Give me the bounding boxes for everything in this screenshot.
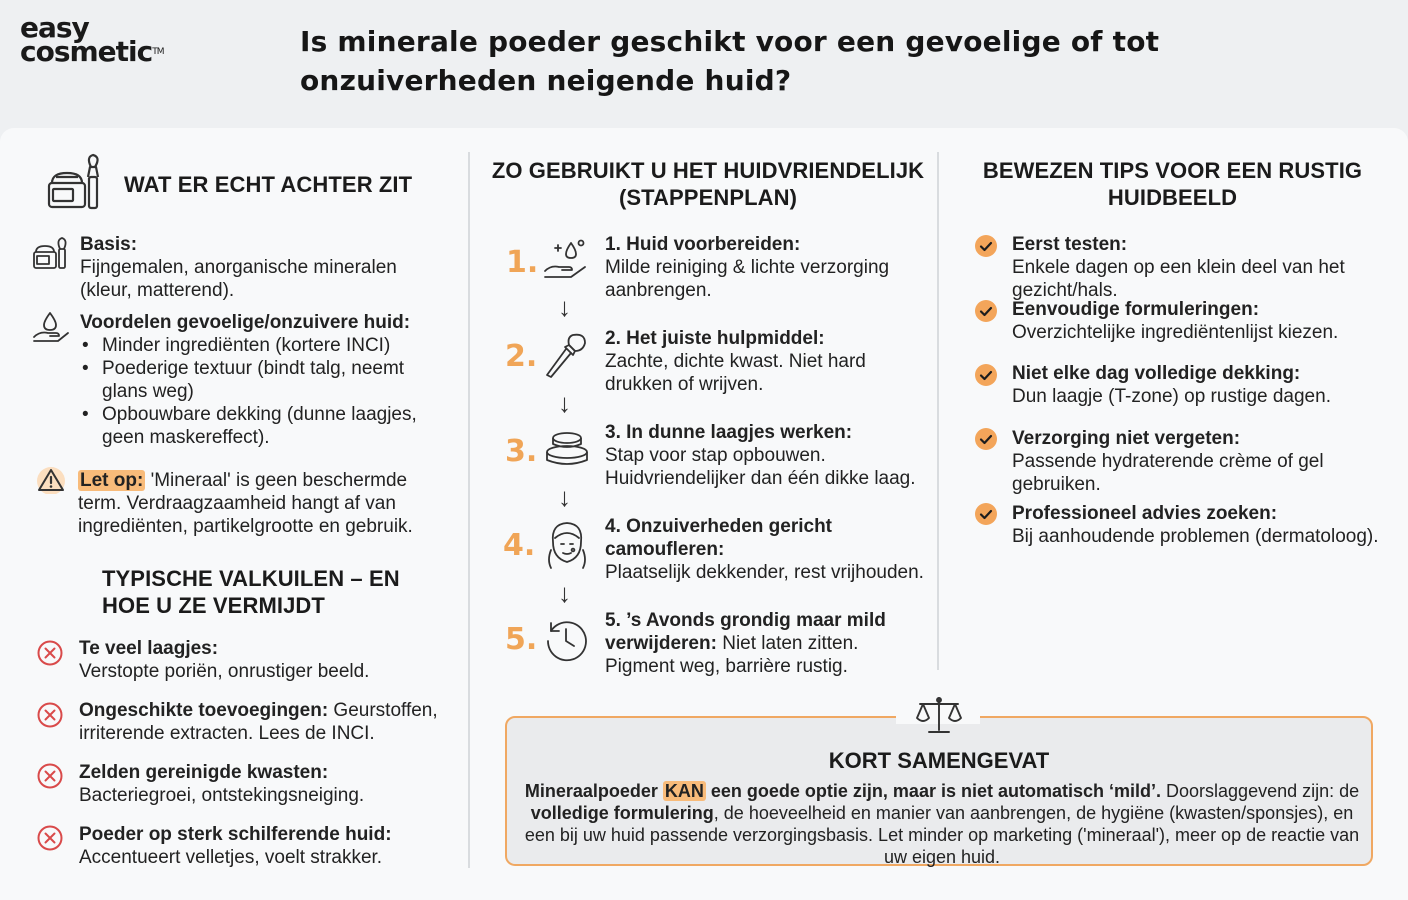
- step-item: [605, 233, 925, 302]
- basis-label: Basis:: [80, 234, 138, 255]
- summary-title: KORT SAMENGEVAT: [828, 748, 1050, 773]
- step-label: 3. In dunne laagjes werken:: [605, 422, 853, 443]
- step-text: Plaatselijk dekkender, rest vrijhouden.: [605, 562, 924, 583]
- pitfall-text: Geurstoffen, irriterende extracten. Lees de INCI.: [79, 700, 438, 744]
- basis-text: Fijngemalen, anorganische mineralen (kleur, matterend).: [80, 257, 397, 301]
- pitfall-label: Te veel laagjes:: [79, 638, 219, 659]
- pitfall-item: [79, 637, 439, 683]
- step-text: Zachte, dichte kwast. Niet hard drukken of wrijven.: [605, 351, 866, 395]
- step-number: 4.: [503, 528, 536, 563]
- check-circle-icon: [975, 364, 997, 386]
- arrow-down-icon: ↓: [558, 388, 571, 418]
- step-label: 2. Het juiste hulpmiddel:: [605, 328, 825, 349]
- hand-drop-icon: [32, 311, 70, 343]
- arrow-down-icon: ↓: [558, 292, 571, 322]
- list-item: • Poederige textuur (bindt talg, neemt glans weg): [80, 357, 440, 403]
- step-item: [605, 609, 930, 678]
- voordelen-list: [80, 334, 440, 449]
- tip-label: Eerst testen:: [1012, 234, 1128, 255]
- basis-block: [80, 233, 440, 302]
- pitfall-text: Accentueert velletjes, voelt strakker.: [79, 847, 383, 868]
- list-item: • Minder ingrediënten (kortere INCI): [80, 334, 440, 357]
- tip-text: Dun laagje (T-zone) op rustige dagen.: [1012, 386, 1331, 407]
- tip-item: [1012, 233, 1382, 302]
- step-number: 3.: [505, 434, 538, 469]
- section-heading-tips: BEWEZEN TIPS VOOR EEN RUSTIG HUIDBEELD: [982, 158, 1363, 210]
- tip-text: Bij aanhoudende problemen (dermatoloog).: [1012, 526, 1379, 547]
- tip-text: Overzichtelijke ingrediëntenlijst kiezen.: [1012, 322, 1339, 343]
- check-circle-icon: [975, 300, 997, 322]
- step-label: 4. Onzuiverheden gericht camoufleren:: [605, 516, 832, 560]
- pitfall-text: Verstopte poriën, onrustiger beeld.: [79, 661, 370, 682]
- voordelen-block: [80, 311, 440, 449]
- tip-label: Eenvoudige formuleringen:: [1012, 299, 1260, 320]
- step-number: 5.: [505, 622, 538, 657]
- step-number: 1.: [506, 245, 539, 280]
- letop-text: 'Mineraal' is geen beschermde term. Verdraagzaamheid hangt af van ingrediënten, partikelgrootte en gebruik.: [78, 470, 413, 537]
- summary-text: [522, 780, 1362, 868]
- summary-bold: een goede optie zijn, maar is niet automatisch ‘mild’.: [705, 781, 1162, 801]
- pitfall-item: [79, 823, 449, 869]
- face-icon: [545, 520, 589, 570]
- tip-label: Verzorging niet vergeten:: [1012, 428, 1241, 449]
- pitfall-label: Poeder op sterk schilferende huid:: [79, 824, 392, 845]
- column-divider: [468, 152, 470, 868]
- summary-plain: , de hoeveelheid en manier van aanbrengen, de hygiëne (kwasten/sponsjes), en een bij uw huid passende verzorgingsbasis. Let minder op marketing ('mineraal'), meer op de reactie van uw eigen huid.: [524, 803, 1360, 867]
- letop-label: Let op:: [80, 470, 144, 491]
- brand-logo: easy cosmetic™: [20, 11, 164, 68]
- tip-item: [1012, 362, 1382, 408]
- summary-bold: Mineraalpoeder: [524, 781, 663, 801]
- step-item: [605, 515, 930, 584]
- cosmetics-jar-brush-icon: [46, 153, 106, 211]
- column-divider: [937, 152, 939, 670]
- tip-item: [1012, 502, 1392, 548]
- pitfall-item: [79, 699, 449, 745]
- summary-highlight: KAN: [664, 781, 704, 801]
- makeup-brush-icon: [543, 331, 589, 381]
- arrow-down-icon: ↓: [558, 482, 571, 512]
- x-circle-icon: [37, 702, 63, 728]
- summary-plain: Doorslaggevend zijn: de: [1161, 781, 1360, 801]
- step-number: 2.: [505, 339, 538, 374]
- x-circle-icon: [37, 640, 63, 666]
- step-label: 5. ’s Avonds grondig maar mild verwijderen:: [605, 610, 886, 654]
- pitfall-item: [79, 761, 439, 807]
- tip-label: Niet elke dag volledige dekking:: [1012, 363, 1301, 384]
- arrow-down-icon: ↓: [558, 578, 571, 608]
- balance-scale-icon: [914, 694, 964, 736]
- clock-reset-icon: [543, 617, 589, 663]
- pitfall-label: Zelden gereinigde kwasten:: [79, 762, 329, 783]
- voordelen-label: Voordelen gevoelige/onzuivere huid:: [80, 312, 411, 333]
- tip-item: [1012, 298, 1382, 344]
- pitfall-text: Bacteriegroei, ontstekingsneiging.: [79, 785, 365, 806]
- section-heading-facts: WAT ER ECHT ACHTER ZIT: [124, 172, 413, 197]
- section-heading-steps: ZO GEBRUIKT U HET HUIDVRIENDELIJK (STAPPENPLAN): [491, 158, 925, 210]
- step-text: Stap voor stap opbouwen. Huidvriendelijker dan één dikke laag.: [605, 445, 916, 489]
- pitfall-label: Ongeschikte toevoegingen:: [79, 700, 329, 721]
- tip-text: Passende hydraterende crème of gel gebruiken.: [1012, 451, 1324, 495]
- tip-label: Professioneel advies zoeken:: [1012, 503, 1278, 524]
- tip-text: Enkele dagen op een klein deel van het gezicht/hals.: [1012, 257, 1345, 301]
- step-text: Niet laten zitten. Pigment weg, barrière rustig.: [605, 633, 859, 677]
- step-item: [605, 421, 935, 490]
- step-item: [605, 327, 925, 396]
- warning-icon: [36, 466, 66, 494]
- tip-item: [1012, 427, 1372, 496]
- step-text: Milde reiniging & lichte verzorging aanbrengen.: [605, 257, 890, 301]
- layered-powder-icon: [543, 430, 591, 470]
- section-heading-pitfalls: TYPISCHE VALKUILEN – EN HOE U ZE VERMIJDT: [102, 566, 400, 618]
- summary-bold: volledige formulering: [530, 803, 714, 823]
- x-circle-icon: [37, 763, 63, 789]
- letop-block: [78, 469, 438, 538]
- step-label: 1. Huid voorbereiden:: [605, 234, 801, 255]
- list-item: • Opbouwbare dekking (dunne laagjes, geen maskereffect).: [80, 403, 440, 449]
- page-title: Is minerale poeder geschikt voor een gevoelige of tot onzuiverheden neigende huid?: [300, 25, 1160, 97]
- hand-water-drop-icon: [543, 237, 589, 281]
- x-circle-icon: [37, 825, 63, 851]
- check-circle-icon: [975, 503, 997, 525]
- header: [0, 0, 1408, 128]
- check-circle-icon: [975, 235, 997, 257]
- check-circle-icon: [975, 428, 997, 450]
- jar-brush-icon: [32, 236, 70, 270]
